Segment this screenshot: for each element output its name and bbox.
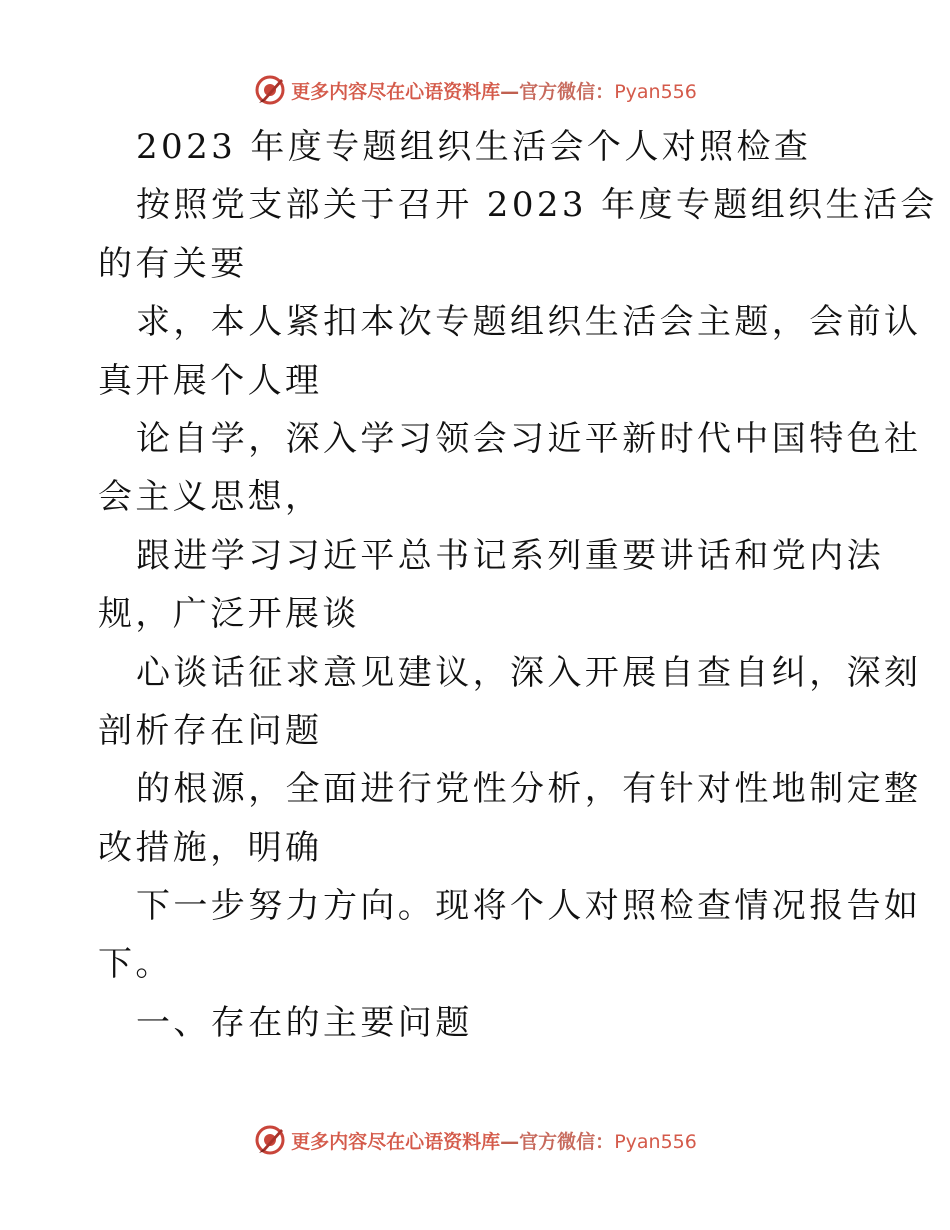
document-body (98, 118, 938, 1052)
watermark-text: 更多内容尽在心语资料库—官方微信：Pyan556 (291, 80, 697, 103)
text-line: 跟进学习习近平总书记系列重要讲话和党内法 (136, 535, 884, 576)
watermark-text: 更多内容尽在心语资料库—官方微信：Pyan556 (291, 1130, 697, 1153)
text-line: 改措施，明确 (98, 827, 323, 868)
text-line: 的有关要 (98, 243, 248, 284)
text-line: 按照党支部关于召开 2023 年度专题组织生活会 (136, 185, 938, 226)
text-line: 剖析存在问题 (98, 710, 323, 751)
text-line: 2023 年度专题组织生活会个人对照检查 (136, 127, 812, 167)
quill-logo-icon (253, 1123, 287, 1157)
text-line: 求，本人紧扣本次专题组织生活会主题，会前认 (136, 302, 922, 343)
text-line: 一、存在的主要问题 (136, 1002, 473, 1043)
text-line: 下。 (98, 944, 173, 985)
text-line: 真开展个人理 (98, 360, 323, 401)
text-line: 会主义思想， (98, 477, 323, 518)
header-watermark (0, 70, 950, 110)
text-line: 的根源，全面进行党性分析，有针对性地制定整 (136, 769, 922, 810)
text-line: 论自学，深入学习领会习近平新时代中国特色社 (136, 418, 922, 459)
text-line: 下一步努力方向。现将个人对照检查情况报告如 (136, 886, 922, 927)
quill-logo-icon (253, 73, 287, 107)
text-line: 规，广泛开展谈 (98, 594, 360, 635)
text-line: 心谈话征求意见建议，深入开展自查自纠，深刻 (136, 652, 922, 693)
footer-watermark (0, 1120, 950, 1160)
